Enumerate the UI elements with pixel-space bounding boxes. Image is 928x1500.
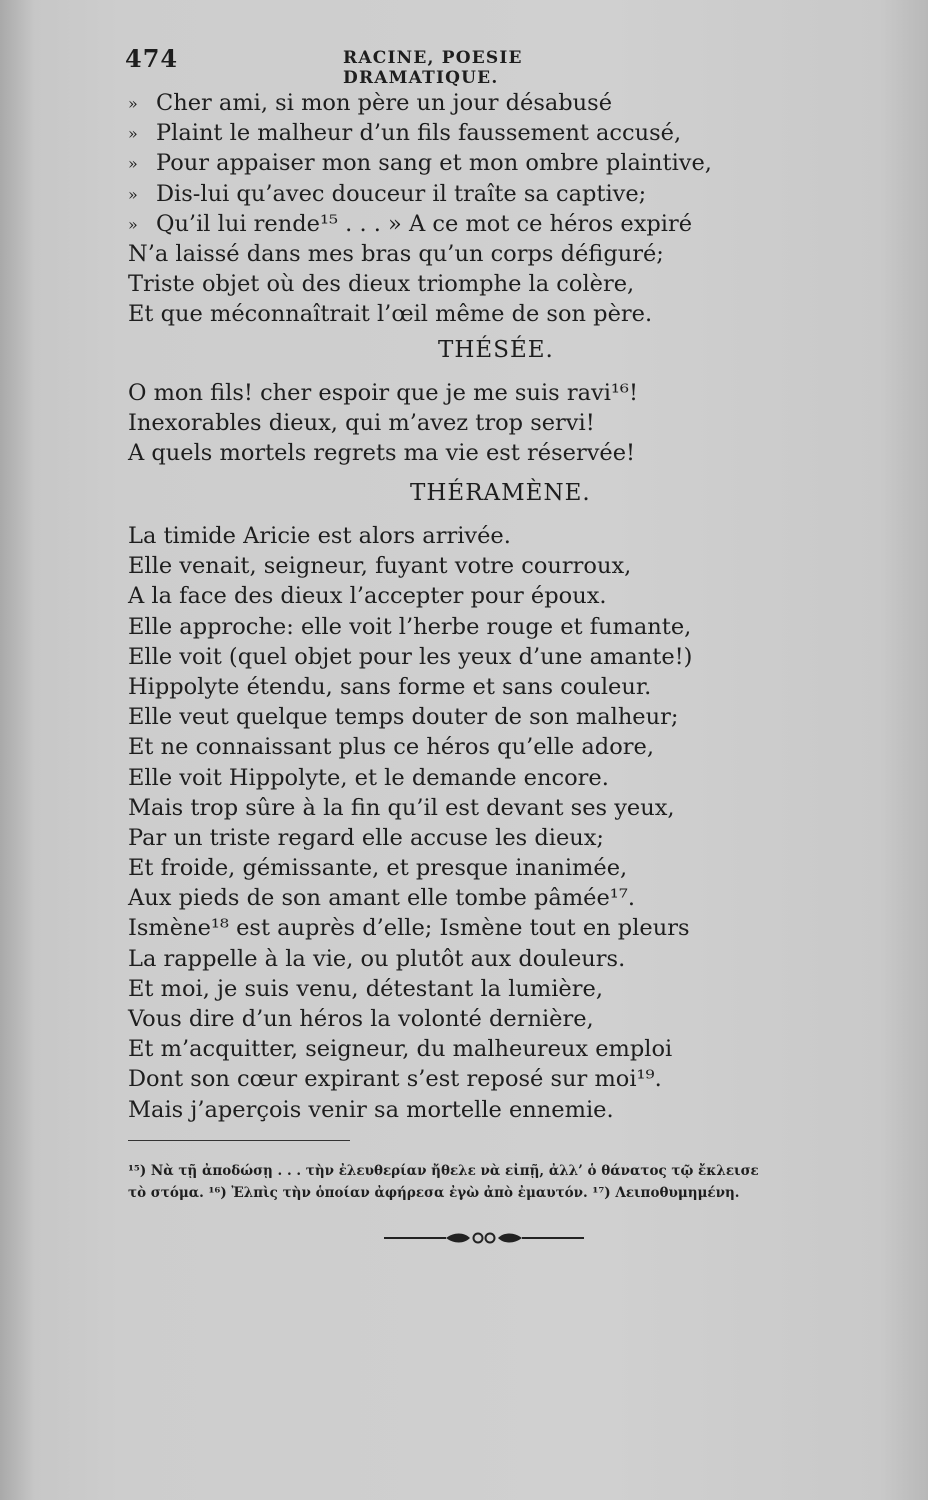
verse-line: Elle veut quelque temps douter de son malheur; xyxy=(128,704,679,731)
verse-line: » Dis-lui qu’avec douceur il traîte sa captive; xyxy=(128,179,688,209)
footnote-line: ¹⁵) Νὰ τῇ ἀποδώσῃ . . . τὴν ἐλευθερίαν ἤθελε νὰ εἰπῇ, ἀλλ’ ὁ θάνατος τῷ ἔκλεισε xyxy=(128,1163,759,1179)
verse-line: Elle venait, seigneur, fuyant votre courroux, xyxy=(128,553,632,580)
verse-line: A la face des dieux l’accepter pour époux. xyxy=(128,583,607,610)
verse-line: Dont son cœur expirant s’est reposé sur moi¹⁹. xyxy=(128,1066,662,1093)
footnote-line: τὸ στόμα. ¹⁶) Ἐλπὶς τὴν ὁποίαν ἀφήρεσα ἐγὼ ἀπὸ ἐμαυτόν. ¹⁷) Λειποθυμημένη. xyxy=(128,1185,740,1201)
speaker-name-thesee: THÉSÉE. xyxy=(438,337,554,363)
speaker-name-theramene: THÉRAMÈNE. xyxy=(410,480,591,506)
verse-block-2 xyxy=(128,378,688,469)
verse-line: » Qu’il lui rende¹⁵ . . . » A ce mot ce héros expiré xyxy=(128,209,688,239)
quote-mark: » xyxy=(128,184,138,204)
verse-line: Et moi, je suis venu, détestant la lumière, xyxy=(128,975,603,1002)
verse-line: La rappelle à la vie, ou plutôt aux douleurs. xyxy=(128,945,626,972)
verse-line: » Plaint le malheur d’un fils faussement accusé, xyxy=(128,118,688,148)
verse-line: Mais j’aperçois venir sa mortelle ennemie. xyxy=(128,1096,614,1123)
fleuron-ornament-icon xyxy=(384,1230,584,1246)
verse-block-1 xyxy=(128,88,712,330)
verse-line: N’a laissé dans mes bras qu’un corps défiguré; xyxy=(128,240,664,267)
quote-mark: » xyxy=(128,124,138,144)
verse-line: O mon fils! cher espoir que je me suis ravi¹⁶! xyxy=(128,380,638,406)
page-header xyxy=(125,44,670,88)
quote-mark: » xyxy=(128,154,138,174)
verse-line: Et froide, gémissante, et presque inanimée, xyxy=(128,855,628,882)
verse-block-3 xyxy=(128,521,693,1125)
quote-mark: » xyxy=(128,214,138,234)
verse-line: Ismène¹⁸ est auprès d’elle; Ismène tout en pleurs xyxy=(128,915,690,942)
page-number: 474 xyxy=(125,44,179,73)
verse-line: Triste objet où des dieux triomphe la colère, xyxy=(128,271,635,298)
verse-line: Mais trop sûre à la fin qu’il est devant ses yeux, xyxy=(128,794,675,821)
verse-line: Elle approche: elle voit l’herbe rouge et fumante, xyxy=(128,613,692,640)
verse-line: Inexorables dieux, qui m’avez trop servi! xyxy=(128,410,595,437)
verse-line: Aux pieds de son amant elle tombe pâmée¹⁷. xyxy=(128,885,635,912)
verse-line: Hippolyte étendu, sans forme et sans couleur. xyxy=(128,673,652,700)
verse-line: Elle voit (quel objet pour les yeux d’une amante!) xyxy=(128,643,693,670)
verse-line: Et que méconnaîtrait l’œil même de son père. xyxy=(128,301,653,328)
footnote-divider xyxy=(128,1140,350,1141)
verse-line: Par un triste regard elle accuse les dieux; xyxy=(128,824,605,851)
verse-line: Elle voit Hippolyte, et le demande encore. xyxy=(128,764,609,791)
running-head: RACINE, POESIE DRAMATIQUE. xyxy=(343,48,523,88)
verse-line: Et m’acquitter, seigneur, du malheureux emploi xyxy=(128,1036,673,1063)
verse-line: Et ne connaissant plus ce héros qu’elle adore, xyxy=(128,734,654,761)
footnotes xyxy=(128,1160,880,1204)
verse-line: A quels mortels regrets ma vie est réservée! xyxy=(128,440,636,467)
verse-line: » Cher ami, si mon père un jour désabusé xyxy=(128,88,688,118)
verse-line: » Pour appaiser mon sang et mon ombre plaintive, xyxy=(128,148,688,178)
verse-line: La timide Aricie est alors arrivée. xyxy=(128,523,511,549)
verse-line: Vous dire d’un héros la volonté dernière, xyxy=(128,1006,594,1032)
quote-mark: » xyxy=(128,94,138,113)
